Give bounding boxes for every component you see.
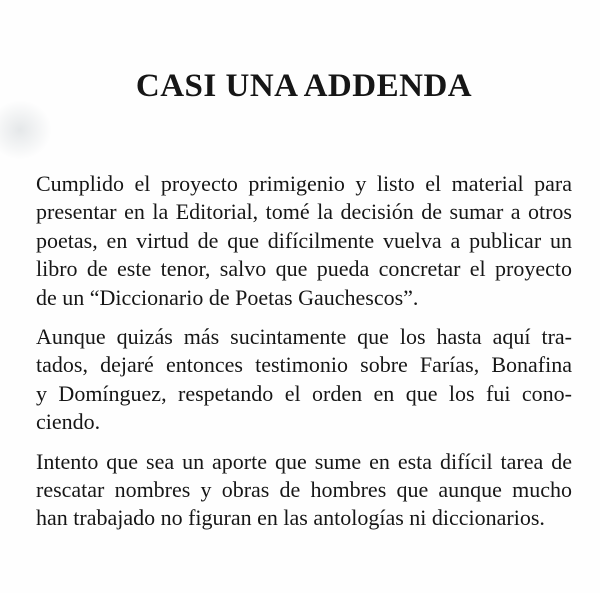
text-line: tados, dejaré entonces testimonio sobre Farías, Bonafina [36, 352, 572, 378]
text-line: libro de este tenor, salvo que pueda concretar el proyecto [36, 256, 572, 282]
text-line: poetas, en virtud de que difícilmente vuelva a publicar un [36, 227, 572, 253]
text-line: ciendo. [36, 409, 101, 435]
page-title: CASI UNA ADDENDA [135, 68, 473, 104]
text-line: han trabajado no figuran en las antologías ni diccionarios. [36, 505, 545, 531]
paragraph-2 [36, 323, 572, 437]
text-line: y Domínguez, respetando el orden en que los fui cono- [36, 380, 572, 406]
text-line: presentar en la Editorial, tomé la decisión de sumar a otros [36, 199, 572, 225]
text-line: de un “Diccionario de Poetas Gauchescos”. [36, 284, 419, 310]
page-content [36, 0, 572, 533]
paragraph-3 [36, 448, 572, 533]
text-line: Intento que sea un aporte que sume en esta difícil tarea de [36, 448, 572, 474]
text-line: Aunque quizás más sucintamente que los hasta aquí tra- [36, 323, 572, 349]
text-line: Cumplido el proyecto primigenio y listo el material para [36, 171, 572, 196]
text-line: rescatar nombres y obras de hombres que aunque mucho [36, 476, 572, 502]
paragraph-1 [36, 170, 572, 312]
